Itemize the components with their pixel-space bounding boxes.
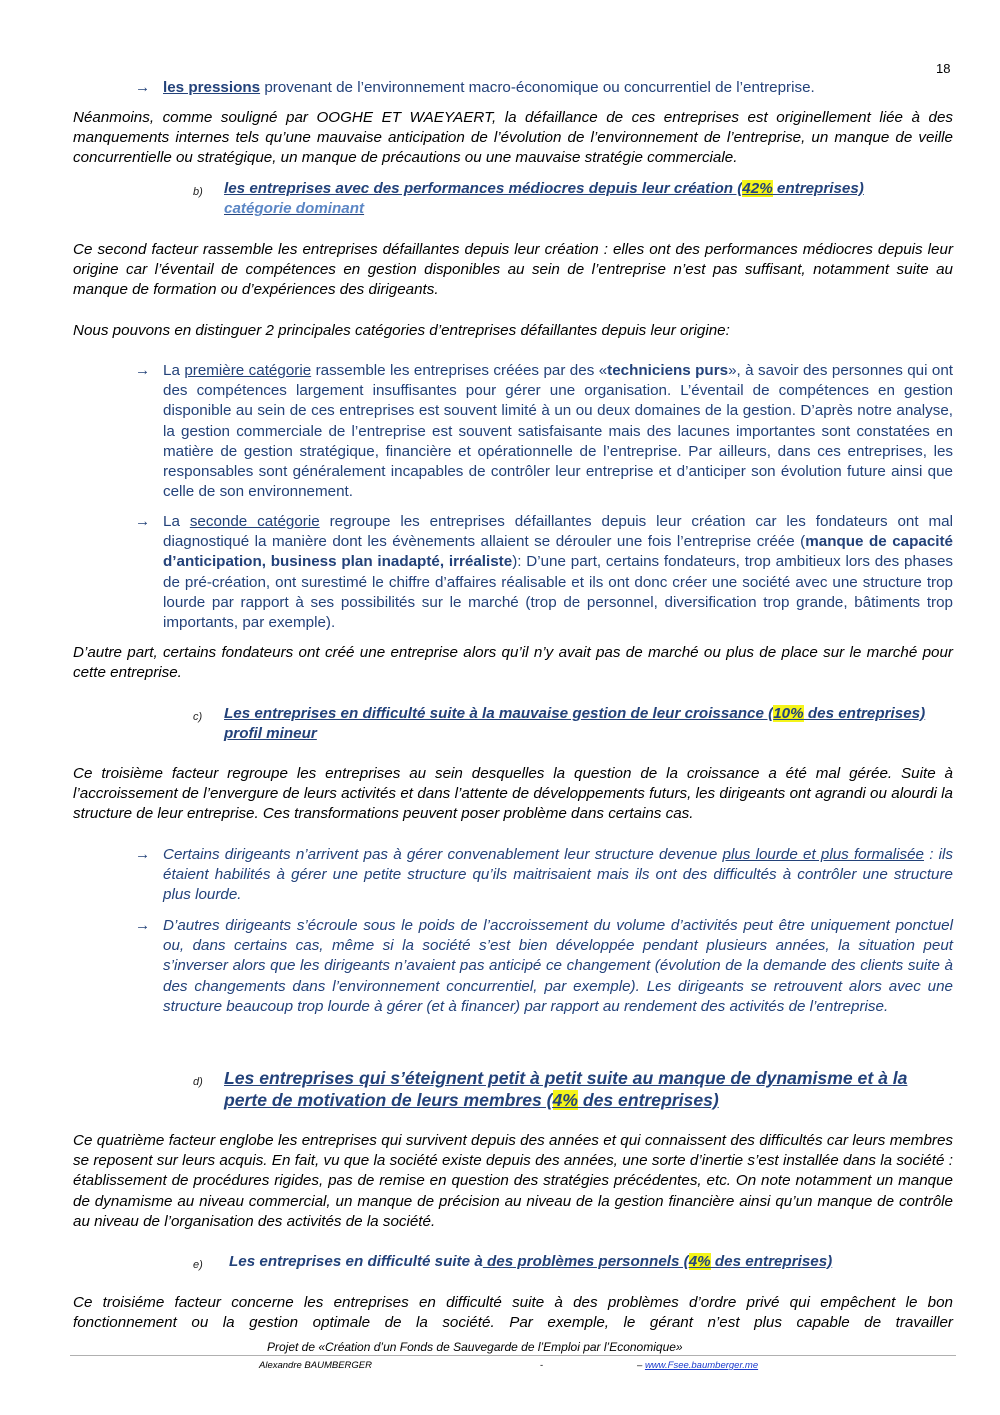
bullet-bold: manque de capacité d’anticipation, business plan inadapté, irréaliste — [163, 533, 953, 571]
section-d-heading — [193, 1067, 953, 1111]
section-b-title: les entreprises avec des performances médiocres depuis leur création ( — [224, 180, 743, 197]
paragraph-2: Ce second facteur rassemble les entreprises défaillantes depuis leur création : elles ont des performances médiocres depuis leur origine car l’éventail de compétences en gestion disponibles au sein de l’entreprise n’est pas suffisant, notamment suite au manque de formation ou d’expériences des dirigeants. — [73, 241, 953, 299]
arrow-icon: → — [135, 362, 151, 379]
bullet-text: provenant de l’environnement macro-économique ou concurrentiel de l’entreprise. — [260, 79, 815, 96]
bullet-underlined: seconde catégorie — [189, 513, 320, 530]
section-e-title-end: des entreprises) — [710, 1253, 833, 1270]
paragraph-7: Ce troisiéme facteur concerne les entreprises en difficulté suite à des problèmes d’ordre privé qui empêchent le bon fonctionnement ou la gestion optimale de la société. Par exemple, le gérant n’est plus capable de travailler — [73, 1294, 953, 1332]
footer-link-prefix: – — [637, 1360, 645, 1371]
section-c-heading — [193, 704, 953, 744]
arrow-icon: → — [135, 917, 151, 934]
section-d-pct: 4% — [552, 1090, 578, 1110]
footer-rule — [70, 1355, 956, 1356]
section-d-title-end: des entreprises) — [577, 1090, 719, 1110]
arrow-icon: → — [135, 513, 151, 530]
paragraph-5: Ce troisième facteur regroupe les entreprises au sein desquelles la question de la croissance a été mal gérée. Suite à l’accroissement de l’envergure de leurs activités et dans l’attente de développements futurs, les dirigeants ont agrandi ou alourdi la structure de leur entreprise. Ces transformations peuvent poser problème dans certains cas. — [73, 765, 953, 823]
bullet-underlined: première catégorie — [184, 362, 312, 379]
section-e-heading — [193, 1252, 953, 1272]
section-b-tag: catégorie dominant — [224, 200, 365, 218]
bullet-structure-lourde — [135, 845, 953, 906]
section-b-letter: b) — [193, 186, 203, 198]
footer-link-wrap — [637, 1360, 758, 1371]
section-e-title: Les entreprises en difficulté suite à — [229, 1253, 483, 1270]
section-d-letter: d) — [193, 1076, 203, 1088]
section-e-title-underlined: des problèmes personnels ( — [482, 1253, 689, 1270]
paragraph-4: D’autre part, certains fondateurs ont créé une entreprise alors qu’il n’y avait pas de marché ou plus de place sur le marché pour cette entreprise. — [73, 644, 953, 682]
section-c-letter: c) — [193, 711, 203, 723]
bullet-text: La — [163, 362, 185, 379]
bullet-text: D’autres dirigeants s’écroule sous le poids de l’accroissement du volume d’activités peut être uniquement ponctuel ou, dans certains cas, même si la société s’est bien développée pendant plusieurs années, la situation peut s’inverser alors que les dirigeants n’avaient pas anticipé ce changement (évolution de la demande des clients suite à des changements dans l’environnement concurrentiel, par exemple). Les dirigeants se retrouvent alors avec une structure beaucoup trop lourde à gérer (et à financer) par rapport au rendement des activités de l’entreprise. — [163, 917, 953, 1015]
paragraph-1: Néanmoins, comme souligné par OOGHE ET WAEYAERT, la défaillance de ces entreprises est originellement liée à des manquements internes tels qu’une mauvaise anticipation de l’évolution de l’environnement de l’entreprise, un manque de veille concurrentielle ou stratégique, un manque de précautions ou une mauvaise stratégie commerciale. — [73, 109, 953, 167]
bullet-text: Certains dirigeants n’arrivent pas à gérer convenablement leur structure devenue — [163, 846, 723, 863]
section-c-pct: 10% — [773, 705, 804, 722]
bullet-accroissement — [135, 916, 953, 1017]
footer-title: Projet de «Création d’un Fonds de Sauvegarde de l’Emploi par l’Economique» — [267, 1340, 683, 1354]
bullet-text: : ils étaient habilités à gérer une petite structure qu’ils maitrisaient mais ils ont des difficultés à contrôler une structure plus lourde. — [163, 846, 953, 904]
paragraph-6: Ce quatrième facteur englobe les entreprises qui survivent depuis des années et qui connaissent des difficultés car leurs membres se reposent sur leurs acquis. En fait, vu que la société existe depuis des années, une sorte d’inertie s’est installée dans la société : établissement de procédures rigides, pas de remise en question des stratégies précédentes, etc. On note notamment un manque de dynamisme au niveau commercial, un manque de précision au niveau de la gestion financière ainsi qu’un manque de contrôle au niveau de l’organisation des activités de la société. — [73, 1132, 953, 1230]
section-e-pct: 4% — [688, 1253, 711, 1270]
bullet-premiere-categorie — [135, 361, 953, 502]
paragraph-3: Nous pouvons en distinguer 2 principales catégories d’entreprises défaillantes depuis leur origine: — [73, 322, 730, 339]
bullet-text: regroupe les entreprises défaillantes depuis leur création car les fondateurs ont mal diagnostiqué la manière dont les évènements allaient se dérouler une fois l’entreprise créée ( — [163, 513, 953, 551]
bullet-text: La — [163, 513, 190, 530]
section-b-pct: 42% — [742, 180, 773, 197]
footer-dash: - — [540, 1360, 544, 1371]
bullet-text: ): D’une part, certains fondateurs, trop ambitieux lors des phases de pré-création, ont surestimé le chiffre d’affaires réalisable et ils ont donc créer une société avec une structure trop lourde par rapport à ses possibilités sur le marché (trop de personnel, diversification trop grande, bâtiments trop importants, par exemple). — [163, 553, 953, 632]
footer-link[interactable]: www.Fsee.baumberger.me — [644, 1360, 759, 1371]
bullet-pressions — [135, 78, 953, 98]
bullet-text: », à savoir des personnes qui ont des compétences largement insuffisantes pour gérer une organisation. L’éventail de compétences en gestion disponible au sein de ces entreprises est souvent limité à un ou deux domaines de la gestion. D’après notre analyse, la gestion commerciale de l’entreprise est souvent satisfaisante mais des lacunes importantes sont constatées en matière de gestion stratégique, financière et opérationnelle de l’entreprise. Par ailleurs, dans ces entreprises, les responsables sont généralement incapables de contrôler leur entreprise et d’anticiper son évolution future ainsi que celle de son environnement. — [163, 362, 954, 501]
bullet-underlined: plus lourde et plus formalisée — [722, 846, 925, 863]
section-c-title-end: des entreprises) profil mineur — [224, 705, 926, 743]
section-c-title: Les entreprises en difficulté suite à la mauvaise gestion de leur croissance ( — [224, 705, 774, 722]
arrow-icon: → — [135, 846, 151, 863]
bullet-text: rassemble les entreprises créées par des « — [311, 362, 608, 379]
section-d-title: Les entreprises qui s’éteignent petit à petit suite au manque de dynamisme et à la perte de motivation de leurs membres ( — [224, 1068, 908, 1110]
page-number: 18 — [936, 61, 951, 76]
section-e-letter: e) — [193, 1259, 203, 1271]
arrow-icon: → — [135, 79, 151, 96]
bullet-seconde-categorie — [135, 512, 953, 633]
section-b-heading — [193, 179, 953, 219]
bullet-lead: les pressions — [163, 79, 261, 96]
section-b-title-end: entreprises) — [772, 180, 864, 197]
footer-author: Alexandre BAUMBERGER — [259, 1360, 372, 1371]
bullet-bold: techniciens purs — [607, 362, 729, 379]
